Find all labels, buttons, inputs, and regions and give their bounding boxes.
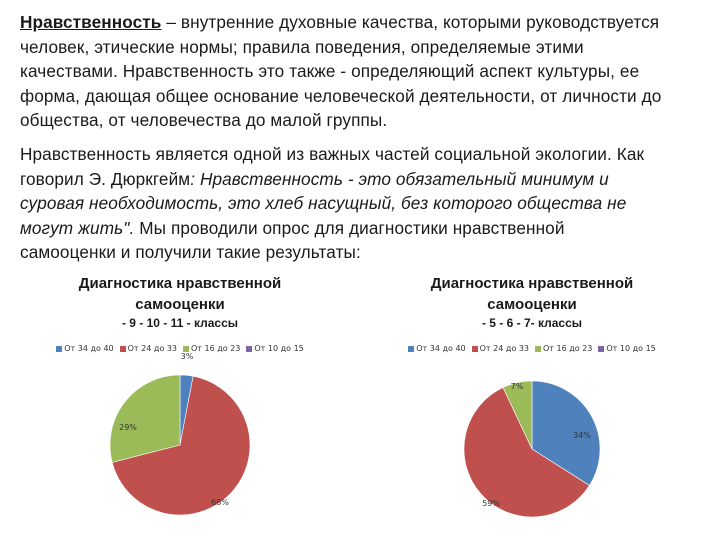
legend-item [120,344,177,353]
legend-item [408,344,465,353]
legend-label: От 10 до 15 [606,344,656,353]
definition-line: общества, от человечества до малой группы. [20,110,388,130]
legend-label: От 24 до 33 [479,344,529,353]
definition-line [20,10,706,35]
data-label: 29% [119,423,137,432]
data-label: 34% [573,431,591,440]
data-label: 68% [211,498,229,507]
survey-text: говорил Э. Дюркгейм [20,168,191,189]
survey-line [20,191,706,216]
legend-swatch [472,346,478,352]
legend-item [598,344,655,353]
legend-swatch [598,346,604,352]
legend-swatch [246,346,252,352]
chart-title-line: самооценки [487,296,577,313]
legend-swatch [183,346,189,352]
pie-plot [10,352,350,530]
legend-label: От 34 до 40 [416,344,466,353]
legend-swatch [56,346,62,352]
quote-text: : Нравственность - это обязательный минимум и [190,168,609,189]
survey-line [20,216,706,241]
quote-text: могут жить". [20,217,135,238]
definition-paragraph [20,10,706,133]
survey-line [20,167,706,192]
chart-title [362,273,702,315]
legend-label: От 34 до 40 [64,344,114,353]
legend-label: От 16 до 23 [543,344,593,353]
chart-title-line: Диагностика нравственной [430,275,634,292]
legend-item [535,344,592,353]
chart-subtitle: - 5 - 6 - 7- классы [481,316,583,330]
chart-subtitle: - 9 - 10 - 11 - классы [121,316,239,330]
definition-line: человек, этические нормы; правила поведения, определяемые этими [20,36,584,57]
legend-item [472,344,529,353]
definition-line: форма, дающая общее основание человеческой деятельности, от личности до [20,85,662,106]
chart-title-line: Диагностика нравственной [78,275,282,292]
legend-label: От 10 до 15 [254,344,304,353]
definition-text: – внутренние духовные качества, которыми руководствуется [161,12,660,32]
survey-paragraph [20,142,706,265]
pie-chart-senior [10,270,350,532]
legend-label: От 16 до 23 [191,344,241,353]
term-heading: Нравственность [20,12,162,32]
legend-swatch [120,346,126,352]
legend-label: От 24 до 33 [127,344,177,353]
chart-title-line: самооценки [135,296,225,313]
pie-plot [362,365,702,530]
survey-line: самооценки и получили такие результаты: [20,242,361,262]
data-label: 7% [510,382,524,391]
legend-swatch [408,346,414,352]
pie-chart-junior [362,270,702,532]
legend-swatch [535,346,541,352]
legend-item [246,344,303,353]
data-label: 59% [482,499,500,508]
survey-line: Нравственность является одной из важных частей социальной экологии. Как [20,144,645,164]
data-label: 3% [180,352,194,361]
legend-item [56,344,113,353]
chart-legend [362,344,702,353]
quote-text: суровая необходимость, это хлеб насущный, без которого общества не [20,193,627,213]
survey-text: Мы проводили опрос для диагностики нравственной [134,217,565,238]
definition-line: качествами. Нравственность это также - определяющий аспект культуры, ее [20,61,640,81]
chart-title [10,273,350,315]
